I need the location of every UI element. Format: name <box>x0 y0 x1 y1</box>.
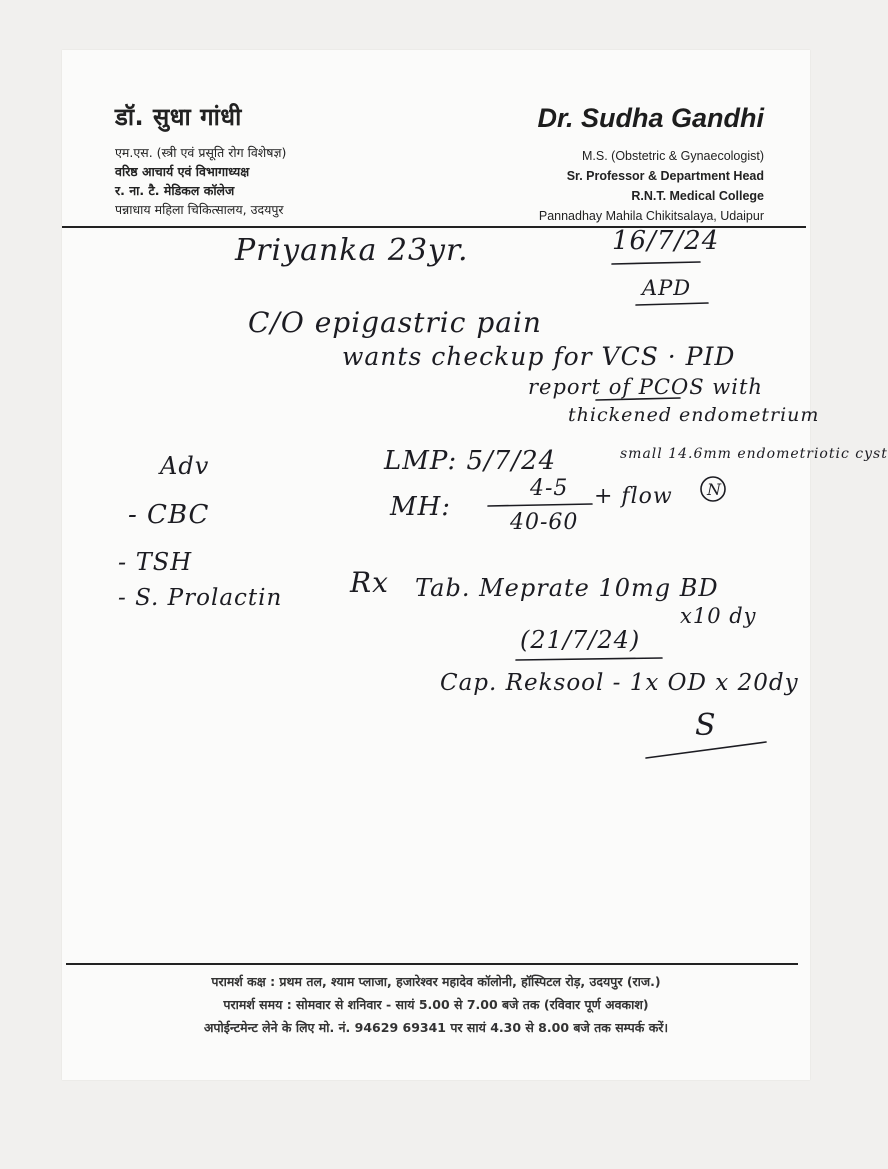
signature-underline <box>646 742 766 758</box>
date-underline <box>612 262 700 264</box>
footer <box>62 970 810 1039</box>
consultation-hours: परामर्श समय : सोमवार से शनिवार - सायं 5.00 से 7.00 बजे तक (रविवार पूर्ण अवकाश) <box>223 997 649 1012</box>
menstrual-flow: + flow <box>594 484 673 509</box>
medication-1-duration: x10 dy <box>680 604 757 628</box>
flow-normal-mark: N <box>707 480 722 499</box>
rx-symbol: Rx <box>350 566 389 599</box>
doctor-name-hindi: डॉ. सुधा गांधी <box>115 103 242 131</box>
college-hindi: र. ना. टै. मेडिकल कॉलेज <box>115 183 235 198</box>
appointment-contact: अपोईन्टमेन्ट लेने के लिए मो. नं. 94629 69341 पर सायं 4.30 से 8.00 बजे तक सम्पर्क करें। <box>203 1020 669 1035</box>
patient-name-age: Priyanka 23yr. <box>235 233 469 268</box>
medication-1-date: (21/7/24) <box>520 626 641 654</box>
pcos-underline <box>596 398 680 400</box>
college-english: R.N.T. Medical College <box>631 189 764 203</box>
test-tsh: - TSH <box>118 548 193 576</box>
degree-english: M.S. (Obstetric & Gynaecologist) <box>581 149 764 163</box>
hospital-english: Pannadhay Mahila Chikitsalaya, Udaipur <box>538 209 764 223</box>
footer-divider <box>66 963 798 965</box>
history-line-3: thickened endometrium <box>568 404 820 426</box>
dept-underline <box>636 303 708 305</box>
advice-heading: Adv <box>160 452 210 480</box>
hospital-hindi: पन्नाधाय महिला चिकित्सालय, उदयपुर <box>115 202 284 217</box>
medication-2: Cap. Reksool - 1x OD x 20dy <box>440 670 799 696</box>
mh-fraction-bar <box>488 504 592 506</box>
position-hindi: वरिष्ठ आचार्य एवं विभागाध्यक्ष <box>115 164 250 179</box>
menstrual-history-label: MH: <box>390 492 452 522</box>
test-prolactin: - S. Prolactin <box>118 585 283 611</box>
position-english: Sr. Professor & Department Head <box>566 169 764 183</box>
visit-date: 16/7/24 <box>612 226 720 256</box>
flow-circle <box>701 477 725 501</box>
chief-complaint: C/O epigastric pain <box>248 306 542 339</box>
history-line-1: wants checkup for VCS · PID <box>342 342 736 371</box>
history-line-2: report of PCOS with <box>528 375 763 399</box>
test-cbc: - CBC <box>128 500 210 530</box>
lmp-note: small 14.6mm endometriotic cyst <box>620 446 888 462</box>
med-date-underline <box>516 658 662 660</box>
signature: S <box>695 708 717 743</box>
menstrual-cycle-days: 4-5 <box>530 476 569 501</box>
medication-1: Tab. Meprate 10mg BD <box>415 574 719 602</box>
menstrual-cycle-interval: 40-60 <box>510 510 579 535</box>
doctor-name-english: Dr. Sudha Gandhi <box>537 103 764 133</box>
dept-label: APD <box>642 276 692 300</box>
clinic-address: परामर्श कक्ष : प्रथम तल, श्याम प्लाजा, हजारेश्वर महादेव कॉलोनी, हॉस्पिटल रोड़, उदयपुर (राज.) <box>211 974 661 989</box>
degree-hindi: एम.एस. (स्त्री एवं प्रसूति रोग विशेषज्ञ) <box>115 145 287 160</box>
lmp-date: LMP: 5/7/24 <box>384 446 557 476</box>
